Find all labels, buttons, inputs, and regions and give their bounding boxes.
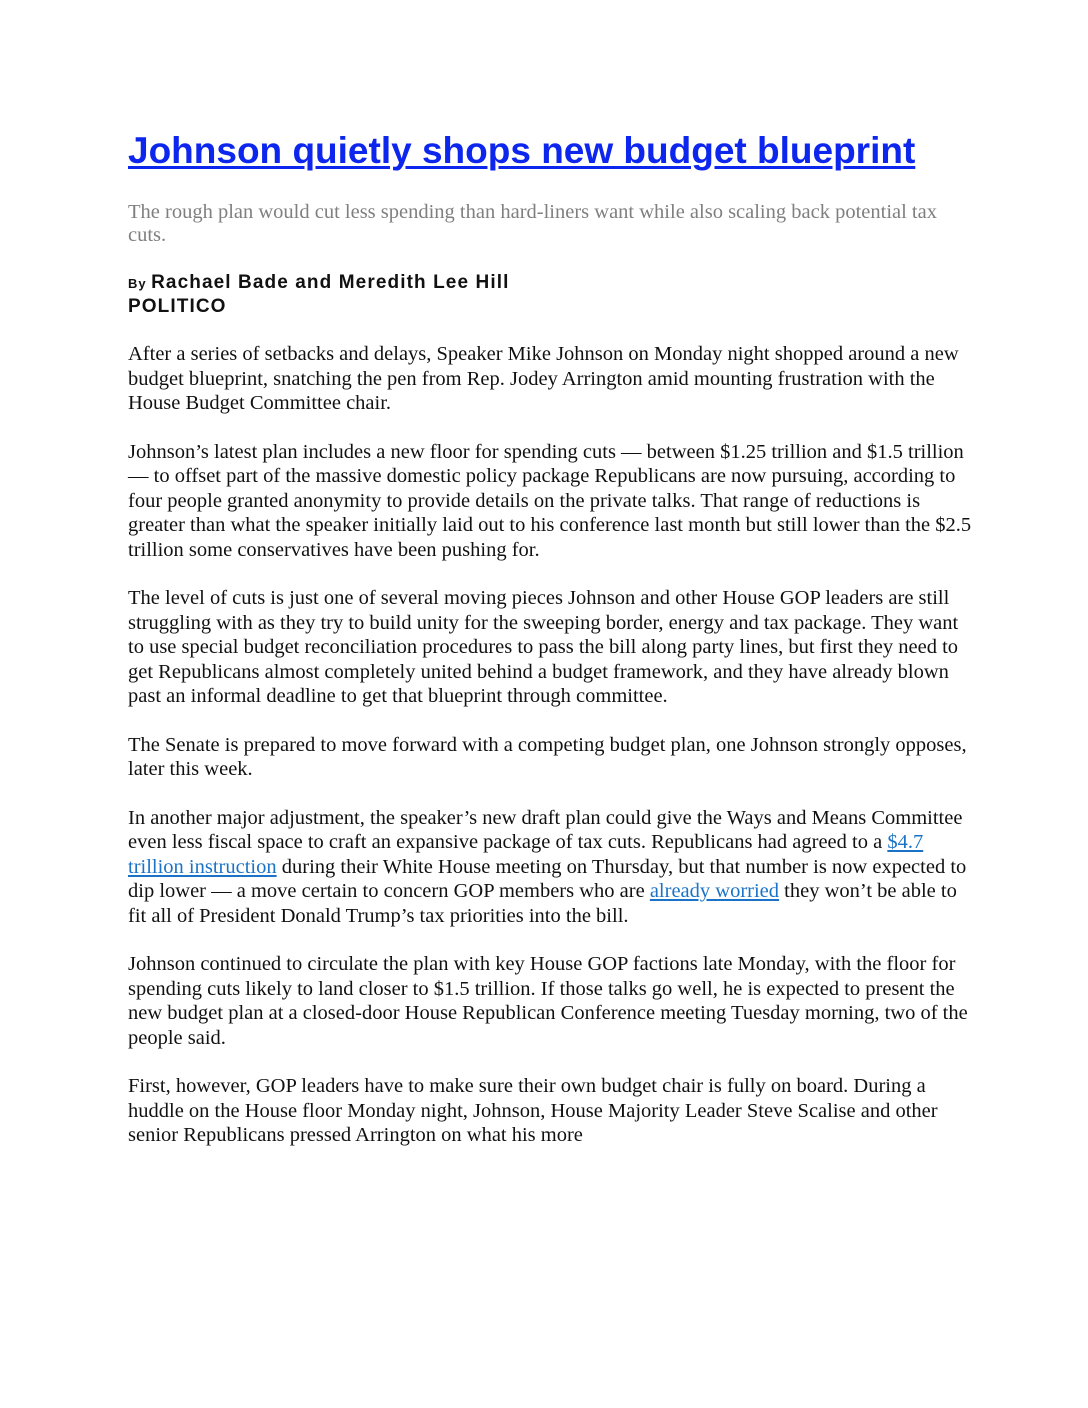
paragraph-5 [128,806,973,929]
paragraph-5-text-a: In another major adjustment, the speaker’s new draft plan could give the Ways and Means Committee even less fiscal space to craft an expansive package of tax cuts. Republicans had agreed to a [128,806,963,853]
paragraph-4: The Senate is prepared to move forward with a competing budget plan, one Johnson strongly opposes, later this week. [128,733,967,780]
article-page [128,128,973,1172]
paragraph-5-text-c: they won’t be able to fit all of President Donald Trump’s tax priorities into the bill. [128,880,957,927]
trillion-instruction-link[interactable]: $4.7 trillion instruction [128,831,924,878]
paragraph-2: Johnson’s latest plan includes a new floor for spending cuts — between $1.25 trillion and $1.5 trillion — to offset part of the massive domestic policy package Republicans are now pursuing, according to four people granted anonymity to provide details on the private talks. That range of reductions is greater than what the speaker initially laid out to his conference last month but still lower than the $2.5 trillion some conservatives have been pushing for. [128,440,972,561]
paragraph-5-text-b: during their White House meeting on Thursday, but that number is now expected to dip lower — a move certain to concern GOP members who are [128,855,967,902]
already-worried-link[interactable]: already worried [649,880,780,902]
article-subhead: The rough plan would cut less spending than hard-liners want while also scaling back potential tax cuts. [128,201,937,246]
article-body [128,342,973,1148]
paragraph-1: After a series of setbacks and delays, Speaker Mike Johnson on Monday night shopped around a new budget blueprint, snatching the pen from Rep. Jodey Arrington amid mounting frustration with the House Budget Committee chair. [128,343,959,414]
byline-outlet: POLITICO [128,296,227,317]
byline-authors: Rachael Bade and Meredith Lee Hill [151,272,510,293]
article-headline-link[interactable]: Johnson quietly shops new budget blueprint [128,130,916,171]
byline-prefix: By [128,276,147,291]
paragraph-6: Johnson continued to circulate the plan with key House GOP factions late Monday, with the floor for spending cuts likely to land closer to $1.5 trillion. If those talks go well, he is expected to present the new budget plan at a closed-door House Republican Conference meeting Tuesday morning, two of the people said. [128,953,968,1049]
paragraph-3: The level of cuts is just one of several moving pieces Johnson and other House GOP leaders are still struggling with as they try to build unity for the sweeping border, energy and tax package. They want to use special budget reconciliation procedures to pass the bill along party lines, but first they need to get Republicans almost completely united behind a budget framework, and they have already blown past an informal deadline to get that blueprint through committee. [128,587,959,707]
byline [128,271,973,318]
paragraph-7: First, however, GOP leaders have to make sure their own budget chair is fully on board. During a huddle on the House floor Monday night, Johnson, House Majority Leader Steve Scalise and other senior Republicans pressed Arrington on what his more [128,1075,938,1146]
